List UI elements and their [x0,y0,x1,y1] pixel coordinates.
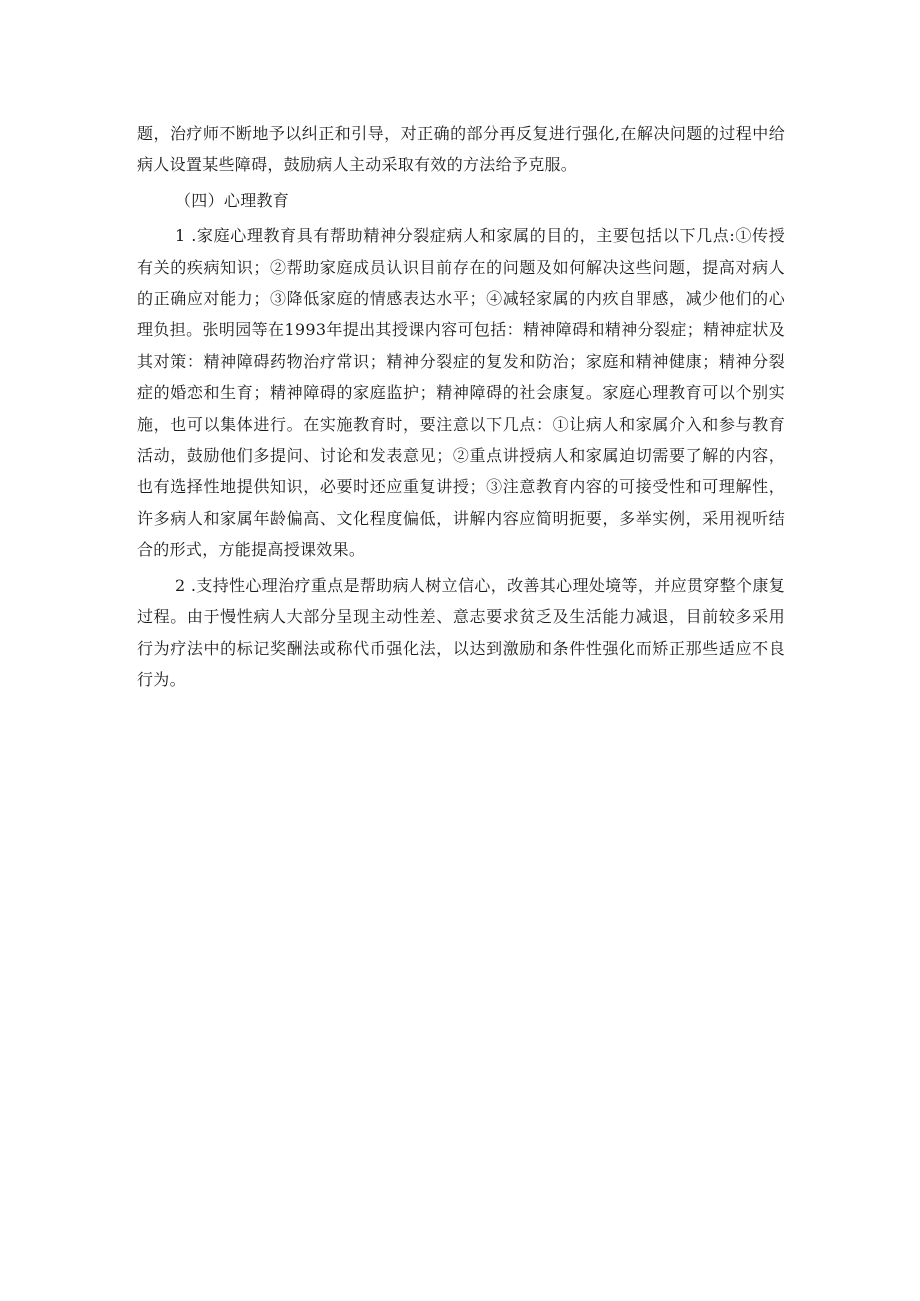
section-heading: （四）心理教育 [175,190,290,210]
paragraph-item-1: 1 .家庭心理教育具有帮助精神分裂症病人和家属的目的，主要包括以下几点:①传授有关的疾病知识；②帮助家庭成员认识目前存在的问题及如何解决这些问题，提高对病人的正确应对能力；③降低家庭的情感表达水平；④减轻家属的内疚自罪感，减少他们的心理负担。张明园等在1993年提出其授课内容可包括：精神障碍和精神分裂症；精神症状及其对策：精神障碍药物治疗常识；精神分裂症的复发和防治；家庭和精神健康；精神分裂症的婚恋和生育；精神障碍的家庭监护；精神障碍的社会康复。家庭心理教育可以个别实施，也可以集体进行。在实施教育时，要注意以下几点：①让病人和家属介入和参与教育活动，鼓励他们多提问、讨论和发表意见；②重点讲授病人和家属迫切需要了解的内容，也有选择性地提供知识，必要时还应重复讲授；③注意教育内容的可接受性和可理解性，许多病人和家属年龄偏高、文化程度偏低，讲解内容应简明扼要，多举实例，采用视听结合的形式，方能提高授课效果。 [137,226,785,560]
continuation-paragraph: 题，治疗师不断地予以纠正和引导，对正确的部分再反复进行强化,在解决问题的过程中给病人设置某些障碍，鼓励病人主动采取有效的方法给予克服。 [137,124,785,175]
paragraph-item-2: 2 .支持性心理治疗重点是帮助病人树立信心，改善其心理处境等，并应贯穿整个康复过程。由于慢性病人大部分呈现主动性差、意志要求贫乏及生活能力减退，目前较多采用行为疗法中的标记奖酬法或称代币强化法，以达到激励和条件性强化而矫正那些适应不良行为。 [137,575,785,689]
document-body [137,118,785,695]
